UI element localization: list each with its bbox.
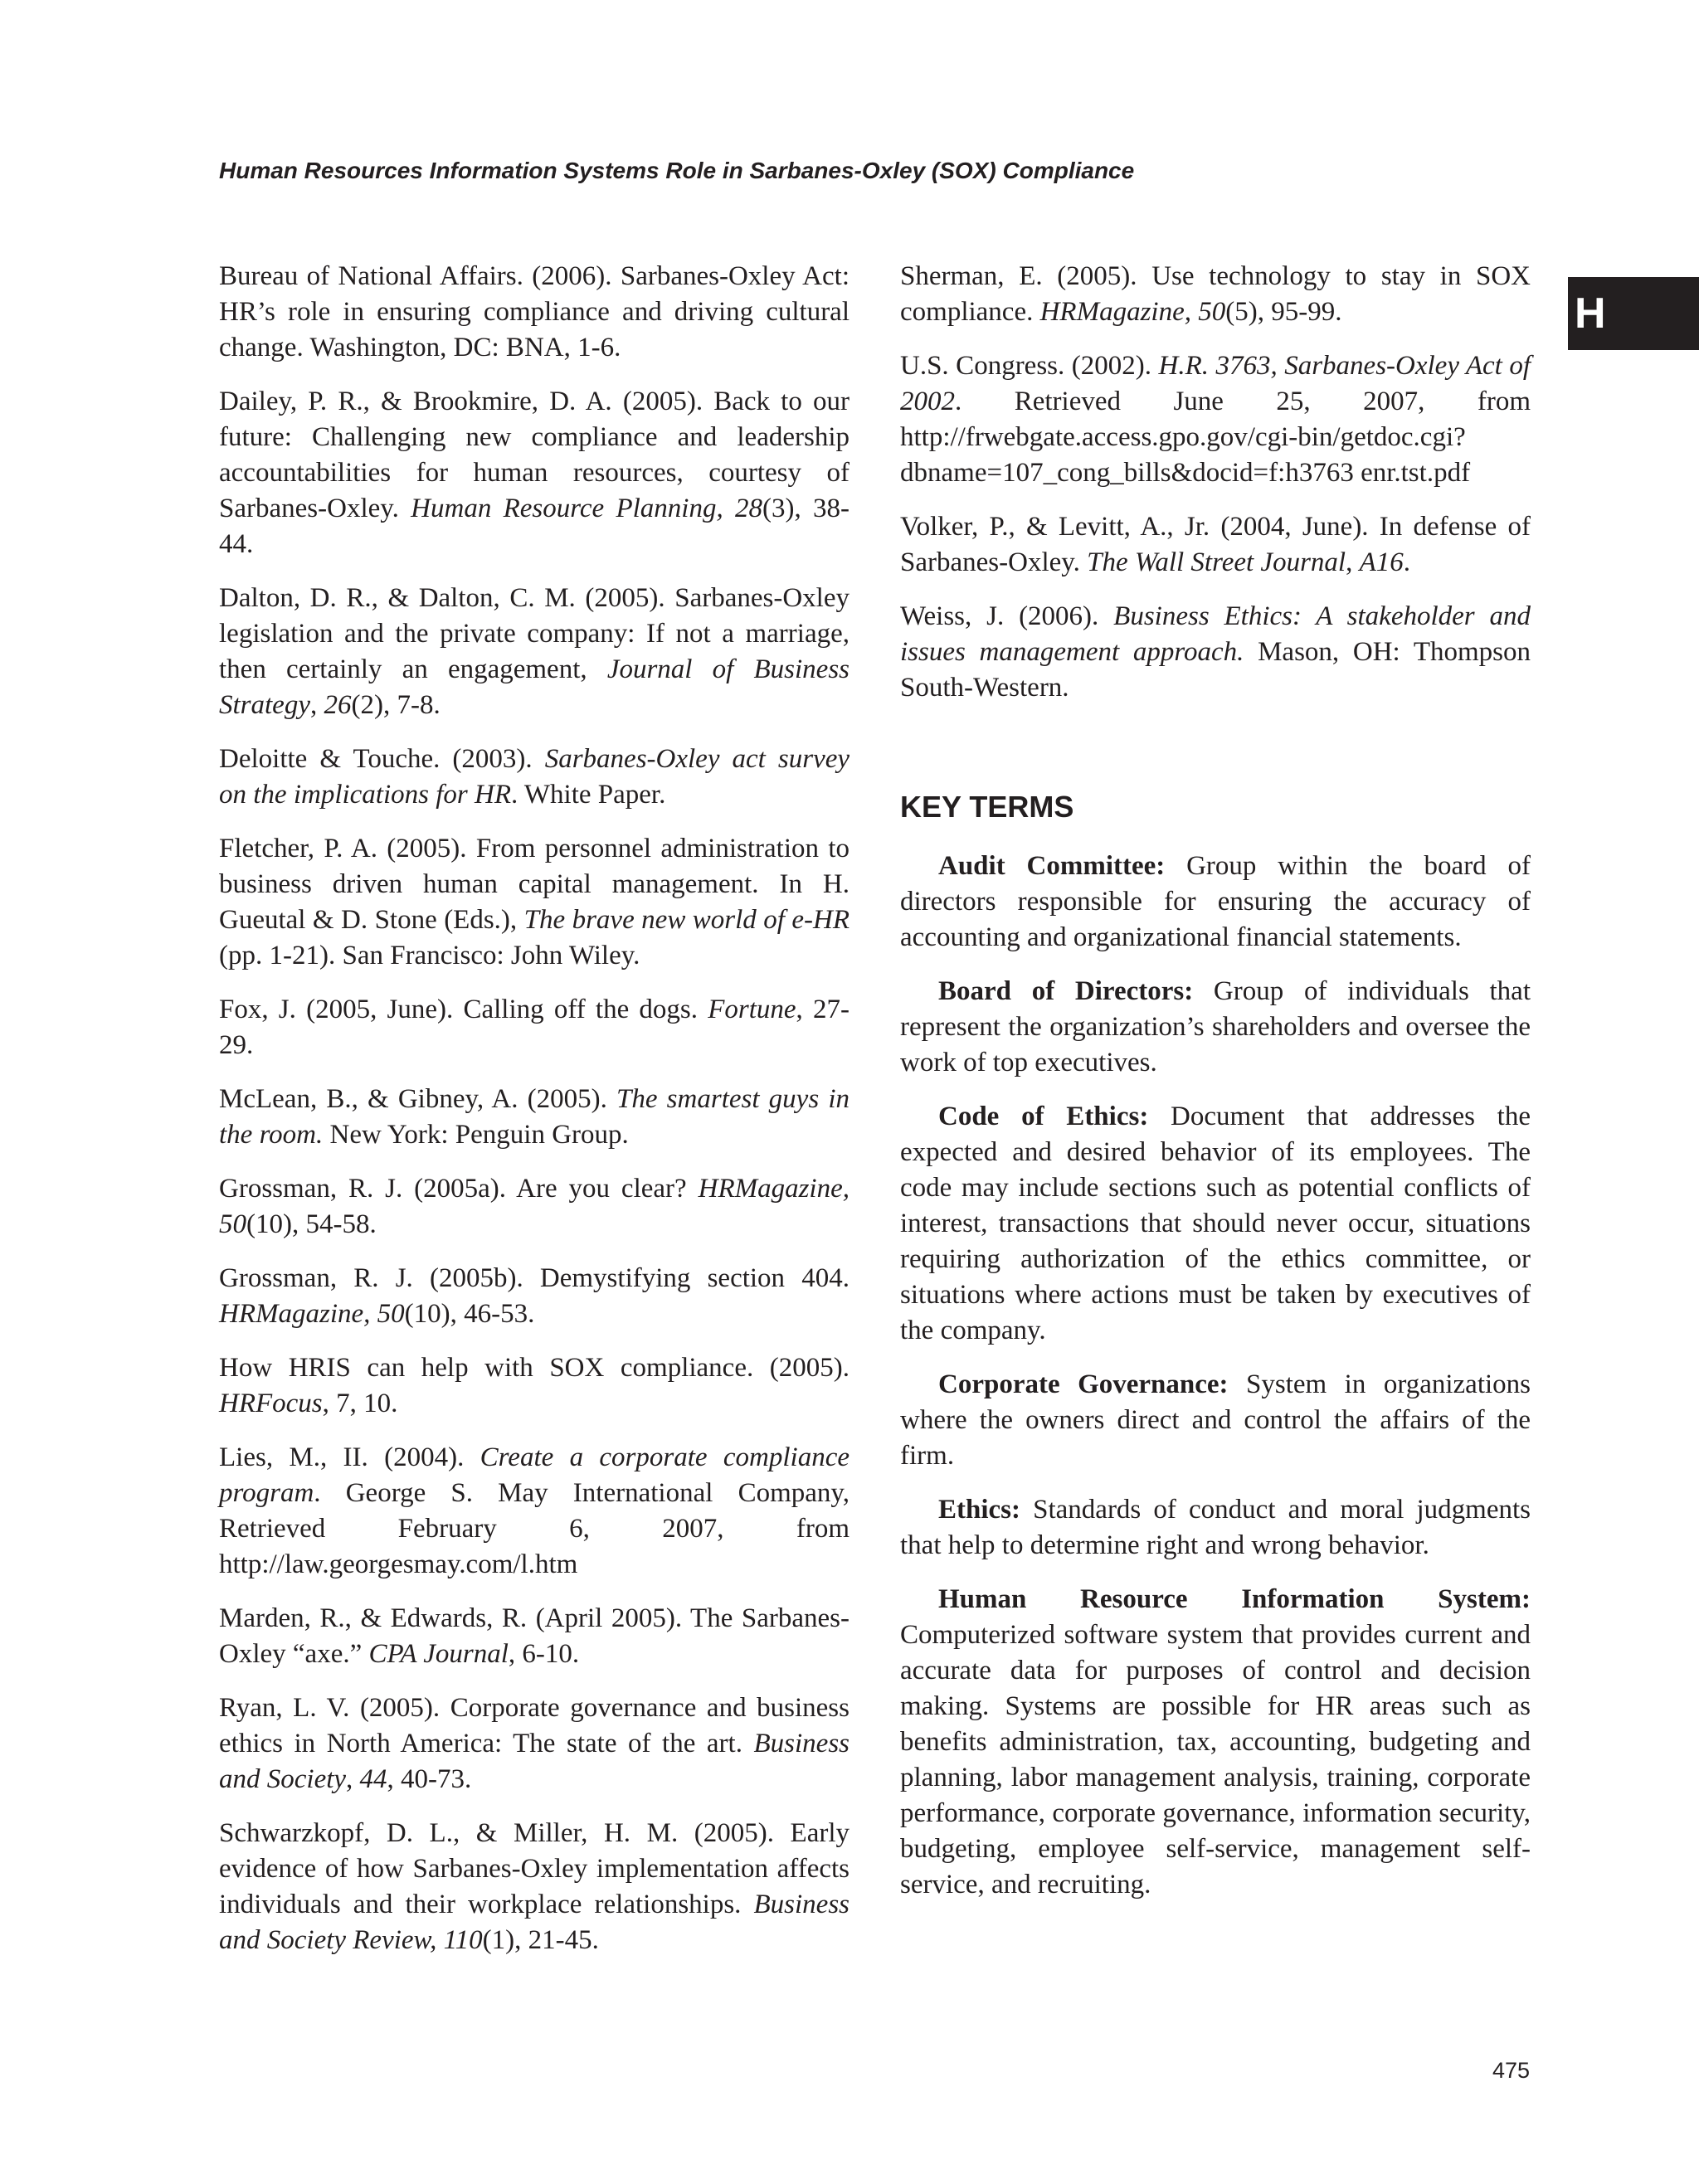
key-term-name: Human Resource Information System: [938,1584,1531,1614]
reference-text: Volker, P., & Levitt, A., Jr. (2004, June). In defense of Sarbanes-Oxley. [900,512,1531,577]
reference-text: Fox, J. (2005, June). Calling off the dogs. [219,995,708,1024]
reference-italic-text: 44 [359,1764,387,1794]
reference-text: . Retrieved June 25, 2007, from http://frwebgate.access.gpo.gov/cgi-bin/getdoc.cgi?dbname=107_cong_bills&docid=f:h3763 enr.tst.pdf [900,387,1531,488]
reference-text: Mason, OH: Thompson South-Western. [900,637,1531,703]
key-term-definition: Standards of conduct and moral judgments that help to determine right and wrong behavior. [900,1495,1531,1560]
reference-text: Ryan, L. V. (2005). Corporate governance and business ethics in North America: The state of the art. [219,1693,850,1758]
reference-text: Lies, M., II. (2004). [219,1442,480,1472]
key-term-name: Corporate Governance: [938,1369,1229,1399]
reference-entry [219,384,850,562]
reference-entry [900,509,1531,581]
reference-italic-text: CPA Journal [368,1639,509,1669]
reference-text: (10), 54-58. [246,1209,377,1239]
reference-italic-text: Business and Society Review, 110 [219,1890,850,1955]
reference-text: McLean, B., & Gibney, A. (2005). [219,1084,617,1114]
key-term-definition: Document that addresses the expected and desired behavior of its employees. The code may include sections such as potential conflicts of interest, transactions that should never occur, situations requiring authorization of the ethics committee, or situations where actions must be taken by executives of the company. [900,1102,1531,1345]
reference-text: (pp. 1-21). San Francisco: John Wiley. [219,941,640,970]
reference-text: , 7, 10. [322,1389,398,1418]
reference-text: , 27-29. [219,995,850,1060]
reference-italic-text: Fortune [708,995,796,1024]
reference-italic-text: The brave new world of e-HR [523,905,850,935]
page-number: 475 [1492,2058,1530,2083]
reference-entry [219,1601,850,1672]
reference-text: , 6-10. [508,1639,580,1669]
reference-entry [219,831,850,974]
reference-entry [219,1261,850,1332]
reference-text: , [1346,547,1360,577]
reference-italic-text: HRMagazine, 50 [1039,297,1226,327]
reference-italic-text: HRMagazine, 50 [219,1174,850,1239]
reference-text: , 40-73. [387,1764,472,1794]
key-term-name: Audit Committee: [938,851,1166,881]
references-right-list [900,259,1531,706]
reference-italic-text: The smartest guys in the room. [219,1084,850,1150]
key-term-entry [900,1367,1531,1474]
reference-text: , [346,1764,360,1794]
reference-text: . George S. May International Company, Retrieved February 6, 2007, from http://law.georgesmay.com/l.htm [219,1478,850,1579]
reference-italic-text: HRMagazine, 50 [219,1299,405,1329]
reference-entry [219,1350,850,1422]
reference-text: Sherman, E. (2005). Use technology to stay in SOX compliance. [900,261,1531,327]
reference-italic-text: H.R. 3763, Sarbanes-Oxley Act of 2002 [900,351,1531,416]
key-term-definition: Computerized software system that provides current and accurate data for purposes of control and decision making. Systems are possible for HR areas such as benefits administration, tax, accounting, budgeting and planning, labor management analysis, training, corporate performance, corporate governance, information security, budgeting, employee self-service, management self-service, and recruiting. [900,1620,1531,1899]
reference-text: Fletcher, P. A. (2005). From personnel administration to business driven human capital management. In H. Gueutal & D. Stone (Eds.), [219,834,850,935]
key-term-definition: System in organizations where the owners direct and control the affairs of the firm. [900,1369,1531,1471]
reference-italic-text: 26 [324,690,352,720]
key-term-entry [900,849,1531,956]
reference-text: Schwarzkopf, D. L., & Miller, H. M. (2005). Early evidence of how Sarbanes-Oxley implementation affects individuals and their workplace relationships. [219,1818,850,1919]
reference-entry [219,992,850,1063]
reference-text: U.S. Congress. (2002). [900,351,1159,381]
reference-text: Marden, R., & Edwards, R. (April 2005). The Sarbanes-Oxley “axe.” [219,1603,850,1669]
reference-text: (5), 95-99. [1225,297,1342,327]
reference-italic-text: HRFocus [219,1389,323,1418]
key-term-definition: Group of individuals that represent the organization’s shareholders and oversee the work of top executives. [900,976,1531,1077]
reference-entry [900,259,1531,330]
reference-text: . White Paper. [510,780,666,810]
reference-text: (3), 38-44. [219,494,850,559]
reference-italic-text: Human Resource Planning, 28 [411,494,762,523]
reference-text: , [309,690,324,720]
reference-entry [219,1440,850,1583]
reference-entry [219,742,850,813]
reference-text: Grossman, R. J. (2005a). Are you clear? [219,1174,699,1204]
running-title: Human Resources Information Systems Role in Sarbanes-Oxley (SOX) Compliance [219,158,1135,183]
key-term-entry [900,974,1531,1081]
key-terms-heading: KEY TERMS [900,790,1074,824]
reference-italic-text: A16 [1359,547,1404,577]
reference-text: (2), 7-8. [351,690,441,720]
key-term-definition: Group within the board of directors responsible for ensuring the accuracy of accounting and organizational financial statements. [900,851,1531,952]
reference-entry [219,1690,850,1797]
key-term-entry [900,1582,1531,1903]
reference-text: Dailey, P. R., & Brookmire, D. A. (2005). Back to our future: Challenging new compliance and leadership accountabilities for human resources, courtesy of Sarbanes-Oxley. [219,387,850,523]
reference-entry [219,1082,850,1153]
reference-italic-text: Business Ethics: A stakeholder and issues management approach. [900,601,1531,667]
reference-text: How HRIS can help with SOX compliance. (2005). [219,1353,850,1383]
reference-italic-text: Create a corporate compliance program [219,1442,850,1508]
reference-italic-text: Journal of Business Strategy [219,654,850,720]
reference-entry [219,259,850,366]
reference-italic-text: The Wall Street Journal [1087,547,1346,577]
reference-text: Weiss, J. (2006). [900,601,1114,631]
key-term-entry [900,1492,1531,1564]
reference-italic-text: Sarbanes-Oxley act survey on the implications for HR [219,744,850,810]
reference-text: New York: Penguin Group. [323,1120,629,1150]
reference-entry [219,1816,850,1958]
reference-text: (10), 46-53. [404,1299,535,1329]
reference-text: Dalton, D. R., & Dalton, C. M. (2005). Sarbanes-Oxley legislation and the private company: If not a marriage, then certainly an engagement, [219,583,850,684]
section-tab: H [1568,277,1699,350]
reference-entry [900,348,1531,491]
key-term-name: Ethics: [938,1495,1020,1525]
reference-text: . [1403,547,1410,577]
key-term-name: Code of Ethics: [938,1102,1149,1131]
reference-italic-text: Business and Society [219,1729,850,1794]
key-terms-list [900,849,1531,1903]
key-term-name: Board of Directors: [938,976,1194,1006]
reference-text: Grossman, R. J. (2005b). Demystifying section 404. [219,1263,850,1293]
reference-text: Deloitte & Touche. (2003). [219,744,545,774]
references-left-column [219,259,850,1977]
reference-entry [219,581,850,723]
reference-text: (1), 21-45. [482,1925,599,1955]
right-column [900,259,1531,1921]
key-term-entry [900,1099,1531,1349]
reference-entry [900,599,1531,706]
reference-entry [219,1171,850,1243]
reference-text: Bureau of National Affairs. (2006). Sarbanes-Oxley Act: HR’s role in ensuring compliance and driving cultural change. Washington, DC: BNA, 1-6. [219,261,850,362]
